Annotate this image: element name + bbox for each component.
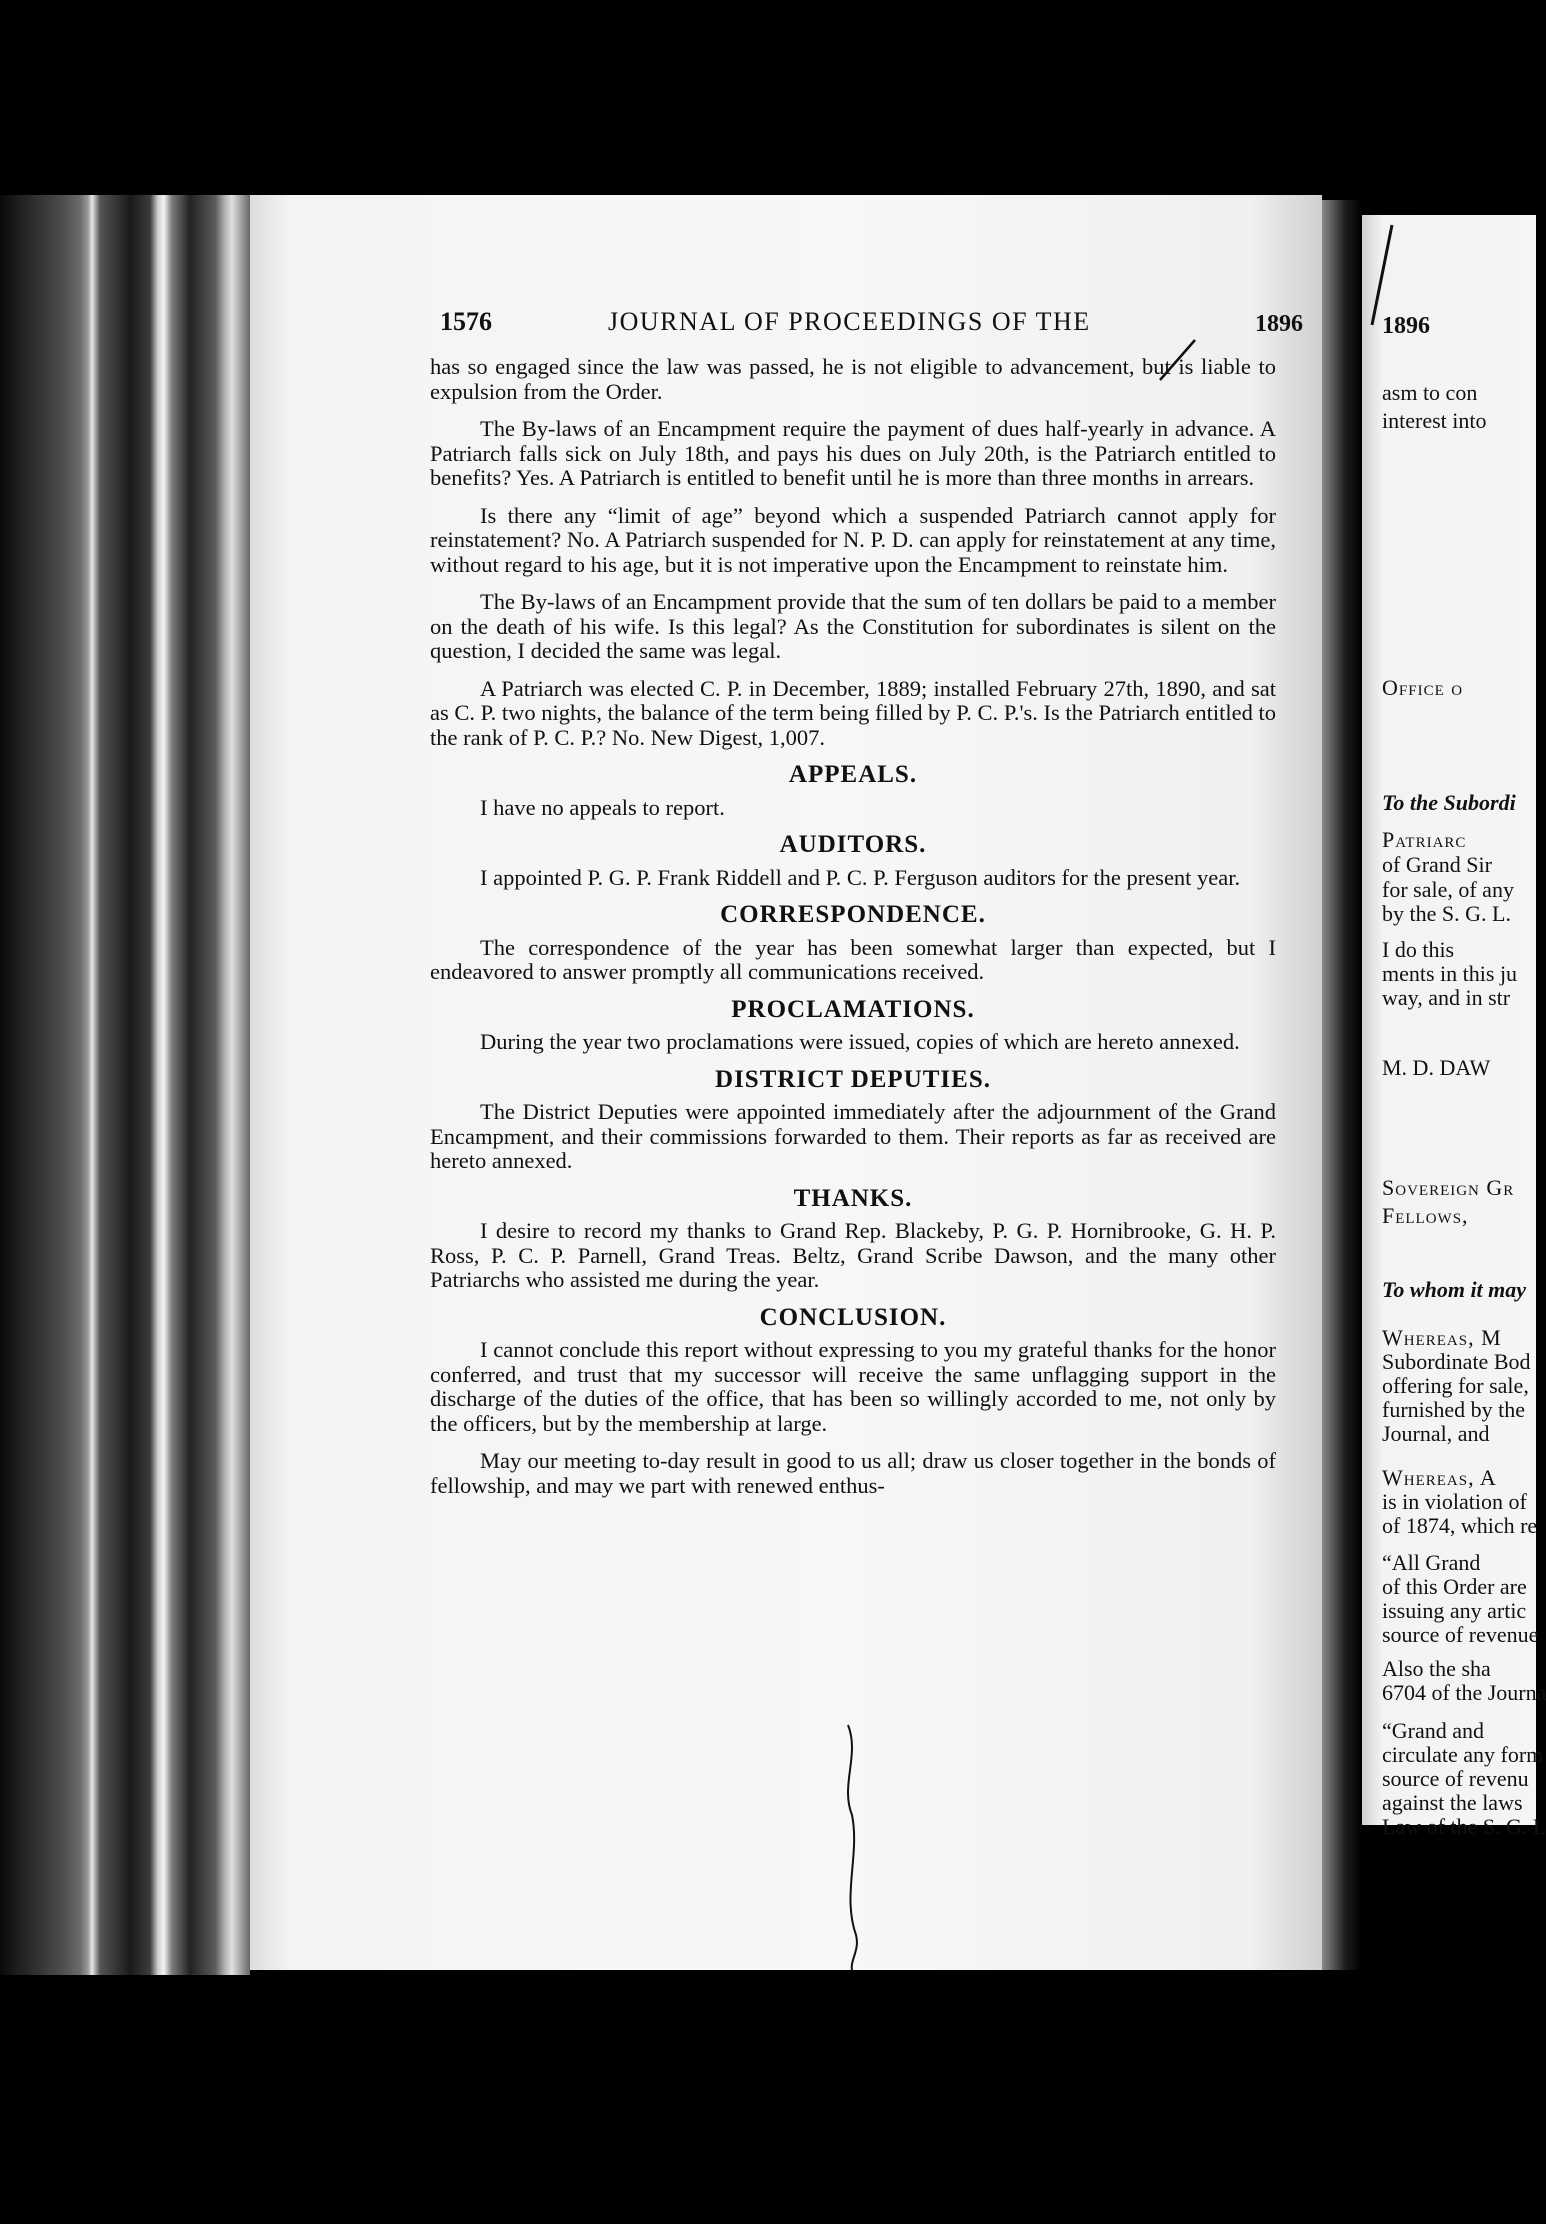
right-page-line: Fellows, bbox=[1382, 1203, 1469, 1228]
right-page-line: of Grand Sir bbox=[1382, 852, 1492, 877]
right-page-line: offering for sale, bbox=[1382, 1373, 1529, 1398]
right-page-line: Whereas, A bbox=[1382, 1465, 1497, 1490]
book-gutter bbox=[1322, 200, 1362, 1970]
paragraph: The By-laws of an Encampment require the payment of dues half-yearly in advance. A Patriarch falls sick on July 18th, and pays his dues on July 20th, is the Patriarch entitled to benefits? Yes. A Patriarch is entitled to benefit until he is more than three months in arrears. bbox=[430, 416, 1276, 490]
right-page-line: of 1874, which re bbox=[1382, 1513, 1538, 1538]
right-page-line: Patriarc bbox=[1382, 827, 1467, 852]
section-heading-thanks: THANKS. bbox=[793, 1184, 913, 1212]
right-page-line: To whom it may bbox=[1382, 1277, 1527, 1302]
right-page-line: furnished by the bbox=[1382, 1397, 1525, 1422]
section-text-appeals: I have no appeals to report. bbox=[480, 794, 725, 820]
right-page-line: Also the sha bbox=[1382, 1656, 1491, 1681]
section-text-correspondence: The correspondence of the year has been somewhat larger than expected, but I endeavored to answer promptly all communications received. bbox=[430, 934, 1276, 984]
right-page bbox=[1362, 215, 1546, 1839]
page-number: 1576 bbox=[440, 307, 492, 336]
paragraph: A Patriarch was elected C. P. in December, 1889; installed February 27th, 1890, and sat as C. P. two nights, the balance of the term being filled by P. C. P.'s. Is the Patriarch entitled to the rank of P. C. P.? No. New Digest, 1,007. bbox=[430, 675, 1276, 750]
right-page-line: M. D. DAW bbox=[1382, 1055, 1491, 1080]
right-page-line: Journal, and bbox=[1382, 1421, 1490, 1446]
right-page-line: by the S. G. L. bbox=[1382, 901, 1511, 926]
right-page-line: Subordinate Bod bbox=[1382, 1349, 1531, 1374]
right-page-line: “All Grand bbox=[1382, 1550, 1481, 1575]
page-year: 1896 bbox=[1255, 311, 1303, 337]
pen-mark-strikethrough bbox=[830, 1715, 890, 1975]
right-page-year: 1896 bbox=[1382, 313, 1430, 339]
right-page-line: Law of the S. G. L bbox=[1382, 1814, 1546, 1839]
section-heading-appeals: APPEALS. bbox=[788, 761, 918, 788]
right-page-line: of this Order are bbox=[1382, 1574, 1527, 1599]
section-heading-conclusion: CONCLUSION. bbox=[759, 1303, 947, 1331]
section-text-proclamations: During the year two proclamations were issued, copies of which are hereto annexed. bbox=[480, 1029, 1240, 1054]
section-heading-auditors: AUDITORS. bbox=[779, 831, 927, 858]
right-page-line: Whereas, M bbox=[1382, 1325, 1502, 1350]
right-page-line: Office o bbox=[1382, 675, 1464, 700]
section-text-district-deputies: The District Deputies were appointed immediately after the adjournment of the Grand Encampment, and their commissions forwarded to them. Their reports as far as received are hereto annexed. bbox=[430, 1099, 1276, 1173]
section-text-conclusion: I cannot conclude this report without expressing to you my grateful thanks for the honor conferred, and trust that my successor will receive the same unflagging support in the discharge of the duties of the office, that has been so willingly accorded to me, not only by the officers, but by the membership at large. bbox=[430, 1337, 1276, 1436]
right-page-line: Sovereign Gr bbox=[1382, 1175, 1515, 1200]
left-page bbox=[250, 195, 1322, 1970]
right-page-line: To the Subordi bbox=[1382, 790, 1516, 815]
right-page-line: I do this bbox=[1382, 937, 1455, 962]
paragraph: The By-laws of an Encampment provide that the sum of ten dollars be paid to a member on the death of his wife. Is this legal? As the Constitution for subordinates is silent on the question, I decided the same was legal. bbox=[430, 589, 1276, 663]
right-page-line: asm to con bbox=[1382, 380, 1478, 405]
right-page-line: against the laws bbox=[1382, 1790, 1523, 1815]
section-heading-district-deputies: DISTRICT DEPUTIES. bbox=[715, 1065, 991, 1093]
right-page-line: circulate any form bbox=[1382, 1742, 1544, 1767]
paragraph: Is there any “limit of age” beyond which a suspended Patriarch cannot apply for reinstatement? No. A Patriarch suspended for N. P. D. can apply for reinstatement at any time, without regard to his age, but it is not imperative upon the Encampment to reinstate him. bbox=[430, 502, 1277, 577]
right-page-line: way, and in str bbox=[1382, 985, 1511, 1010]
right-page-line: ments in this ju bbox=[1382, 961, 1518, 986]
body-text bbox=[430, 355, 1276, 1511]
film-edge bbox=[0, 195, 250, 1975]
right-page-line: is in violation of bbox=[1382, 1489, 1527, 1514]
section-text-thanks: I desire to record my thanks to Grand Rep. Blackeby, P. G. P. Hornibrooke, G. H. P. Ross, P. C. P. Parnell, Grand Treas. Beltz, Grand Scribe Dawson, and the many other Patriarchs who assisted me during the year. bbox=[430, 1218, 1276, 1292]
section-heading-proclamations: PROCLAMATIONS. bbox=[731, 995, 975, 1023]
page-header bbox=[250, 307, 1322, 347]
right-page-line: source of revenu bbox=[1382, 1766, 1529, 1791]
right-page-line: issuing any artic bbox=[1382, 1598, 1527, 1623]
paragraph: has so engaged since the law was passed, he is not eligible to advancement, but is liable to expulsion from the Order. bbox=[430, 354, 1276, 404]
right-page-line: 6704 of the Journa bbox=[1382, 1680, 1546, 1705]
right-page-line: “Grand and bbox=[1382, 1718, 1485, 1743]
section-text-auditors: I appointed P. G. P. Frank Riddell and P. C. P. Ferguson auditors for the present year. bbox=[480, 864, 1241, 890]
section-heading-correspondence: CORRESPONDENCE. bbox=[720, 901, 986, 928]
final-paragraph: May our meeting to-day result in good to us all; draw us closer together in the bonds of fellowship, and may we part with renewed enthus- bbox=[430, 1448, 1276, 1498]
right-page-line: source of revenue bbox=[1382, 1622, 1539, 1647]
right-page-line: for sale, of any bbox=[1382, 877, 1514, 902]
right-page-line: interest into bbox=[1382, 408, 1487, 433]
running-title: JOURNAL OF PROCEEDINGS OF THE bbox=[608, 307, 1091, 336]
